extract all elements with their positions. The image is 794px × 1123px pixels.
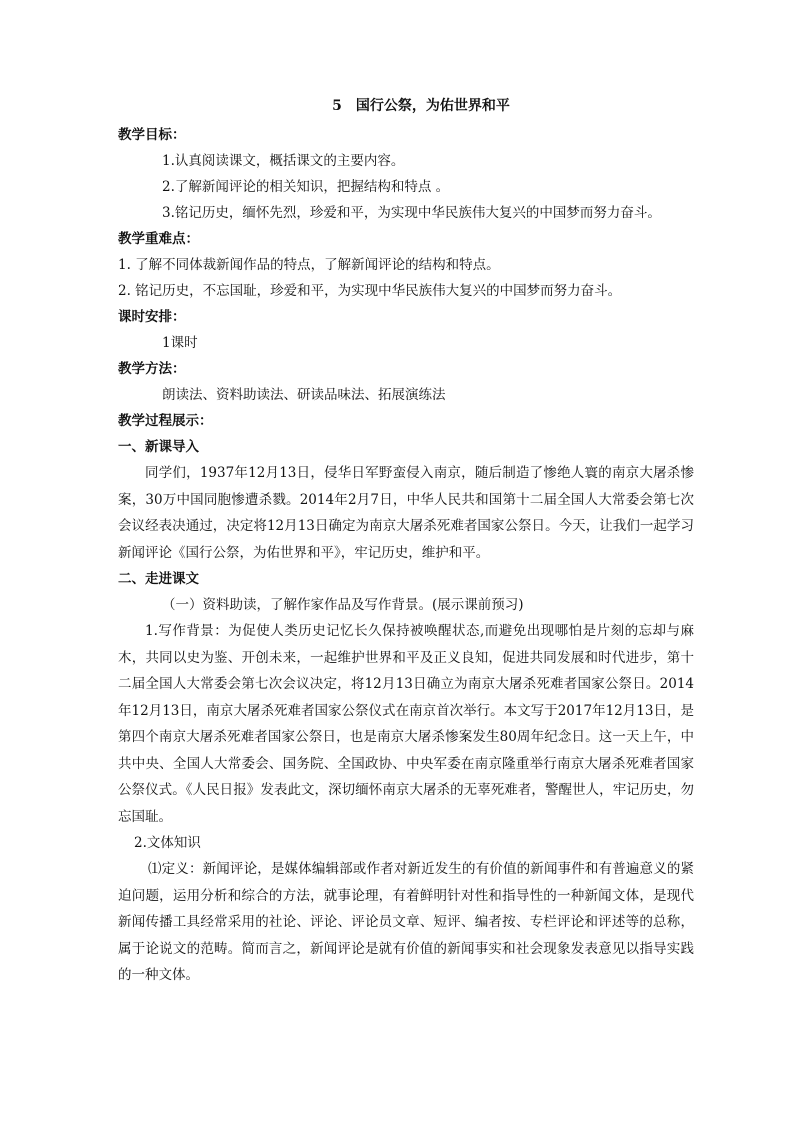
process-heading: 教学过程展示： (118, 413, 213, 429)
background-paragraph: 1.写作背景：为促使人类历史记忆长久保持被唤醒状态,而避免出现哪怕是片刻的忘却与麻木，共同以史为鉴、开创未来，一起维护世界和平及正义良知，促进共同发展和时代进步，第十二届全国人大常委会第七次会议决定，将12月13日确立为南京大屠杀死难者国家公祭日。2014年12月13日，南京大屠杀死难者国家公祭仪式在南京首次举行。本文写于2017年12月13日，是第四个南京大屠杀死难者国家公祭日，也是南京大屠杀惨案发生80周年纪念日。这一天上午，中共中央、全国人大常委会、国务院、全国政协、中央军委在南京隆重举行南京大屠杀死难者国家公祭仪式。《人民日报》发表此文，深切缅怀南京大屠杀的无辜死难者，警醒世人，牢记历史，勿忘国耻。 (118, 623, 694, 825)
objective-item: 2.了解新闻评论的相关知识，把握结构和特点 。 (162, 179, 450, 195)
objective-item: 1.认真阅读课文，概括课文的主要内容。 (162, 153, 405, 169)
key-point-item: 2. 铭记历史，不忘国耻，珍爱和平，为实现中华民族伟大复兴的中国梦而努力奋斗。 (118, 283, 622, 299)
intro-paragraph: 同学们，1937年12月13日，侵华日军野蛮侵入南京，随后制造了惨绝人寰的南京大屠杀惨案，30万中国同胞惨遭杀戮。2014年2月7日，中华人民共和国第十二届全国人大常委会第七次会议经表决通过，决定将12月13日确定为南京大屠杀死难者国家公祭日。今天，让我们一起学习新闻评论《国行公祭，为佑世界和平》，牢记历史，维护和平。 (118, 465, 694, 561)
definition-paragraph: ⑴定义：新闻评论，是媒体编辑部或作者对新近发生的有价值的新闻事件和有普遍意义的紧迫问题，运用分析和综合的方法，就事论理，有着鲜明针对性和指导性的一种新闻文体，是现代新闻传播工具经常采用的社论、评论、评论员文章、短评、编者按、专栏评论和评述等的总称，属于论说文的范畴。简而言之，新闻评论是就有价值的新闻事实和社会现象发表意见以指导实践的一种文体。 (118, 861, 694, 983)
methods-value: 朗读法、资料助读法、研读品味法、拓展演练法 (162, 387, 446, 403)
section-intro-heading: 一、新课导入 (118, 439, 199, 455)
section-text-heading: 二、走进课文 (118, 571, 199, 587)
key-points-heading: 教学重难点： (118, 231, 199, 247)
schedule-heading: 课时安排： (118, 309, 186, 325)
schedule-value: 1课时 (162, 335, 198, 351)
page-title: 5 国行公祭，为佑世界和平 (332, 98, 510, 114)
reading-aid-subheading: （一）资料助读，了解作家作品及写作背景。(展示课前预习) (162, 597, 524, 613)
objective-item: 3.铭记历史，缅怀先烈，珍爱和平，为实现中华民族伟大复兴的中国梦而努力奋斗。 (162, 205, 661, 221)
genre-knowledge-heading: 2.文体知识 (134, 835, 201, 851)
key-point-item: 1. 了解不同体裁新闻作品的特点，了解新闻评论的结构和特点。 (118, 257, 500, 273)
methods-heading: 教学方法： (118, 361, 186, 377)
objectives-heading: 教学目标： (118, 127, 186, 143)
